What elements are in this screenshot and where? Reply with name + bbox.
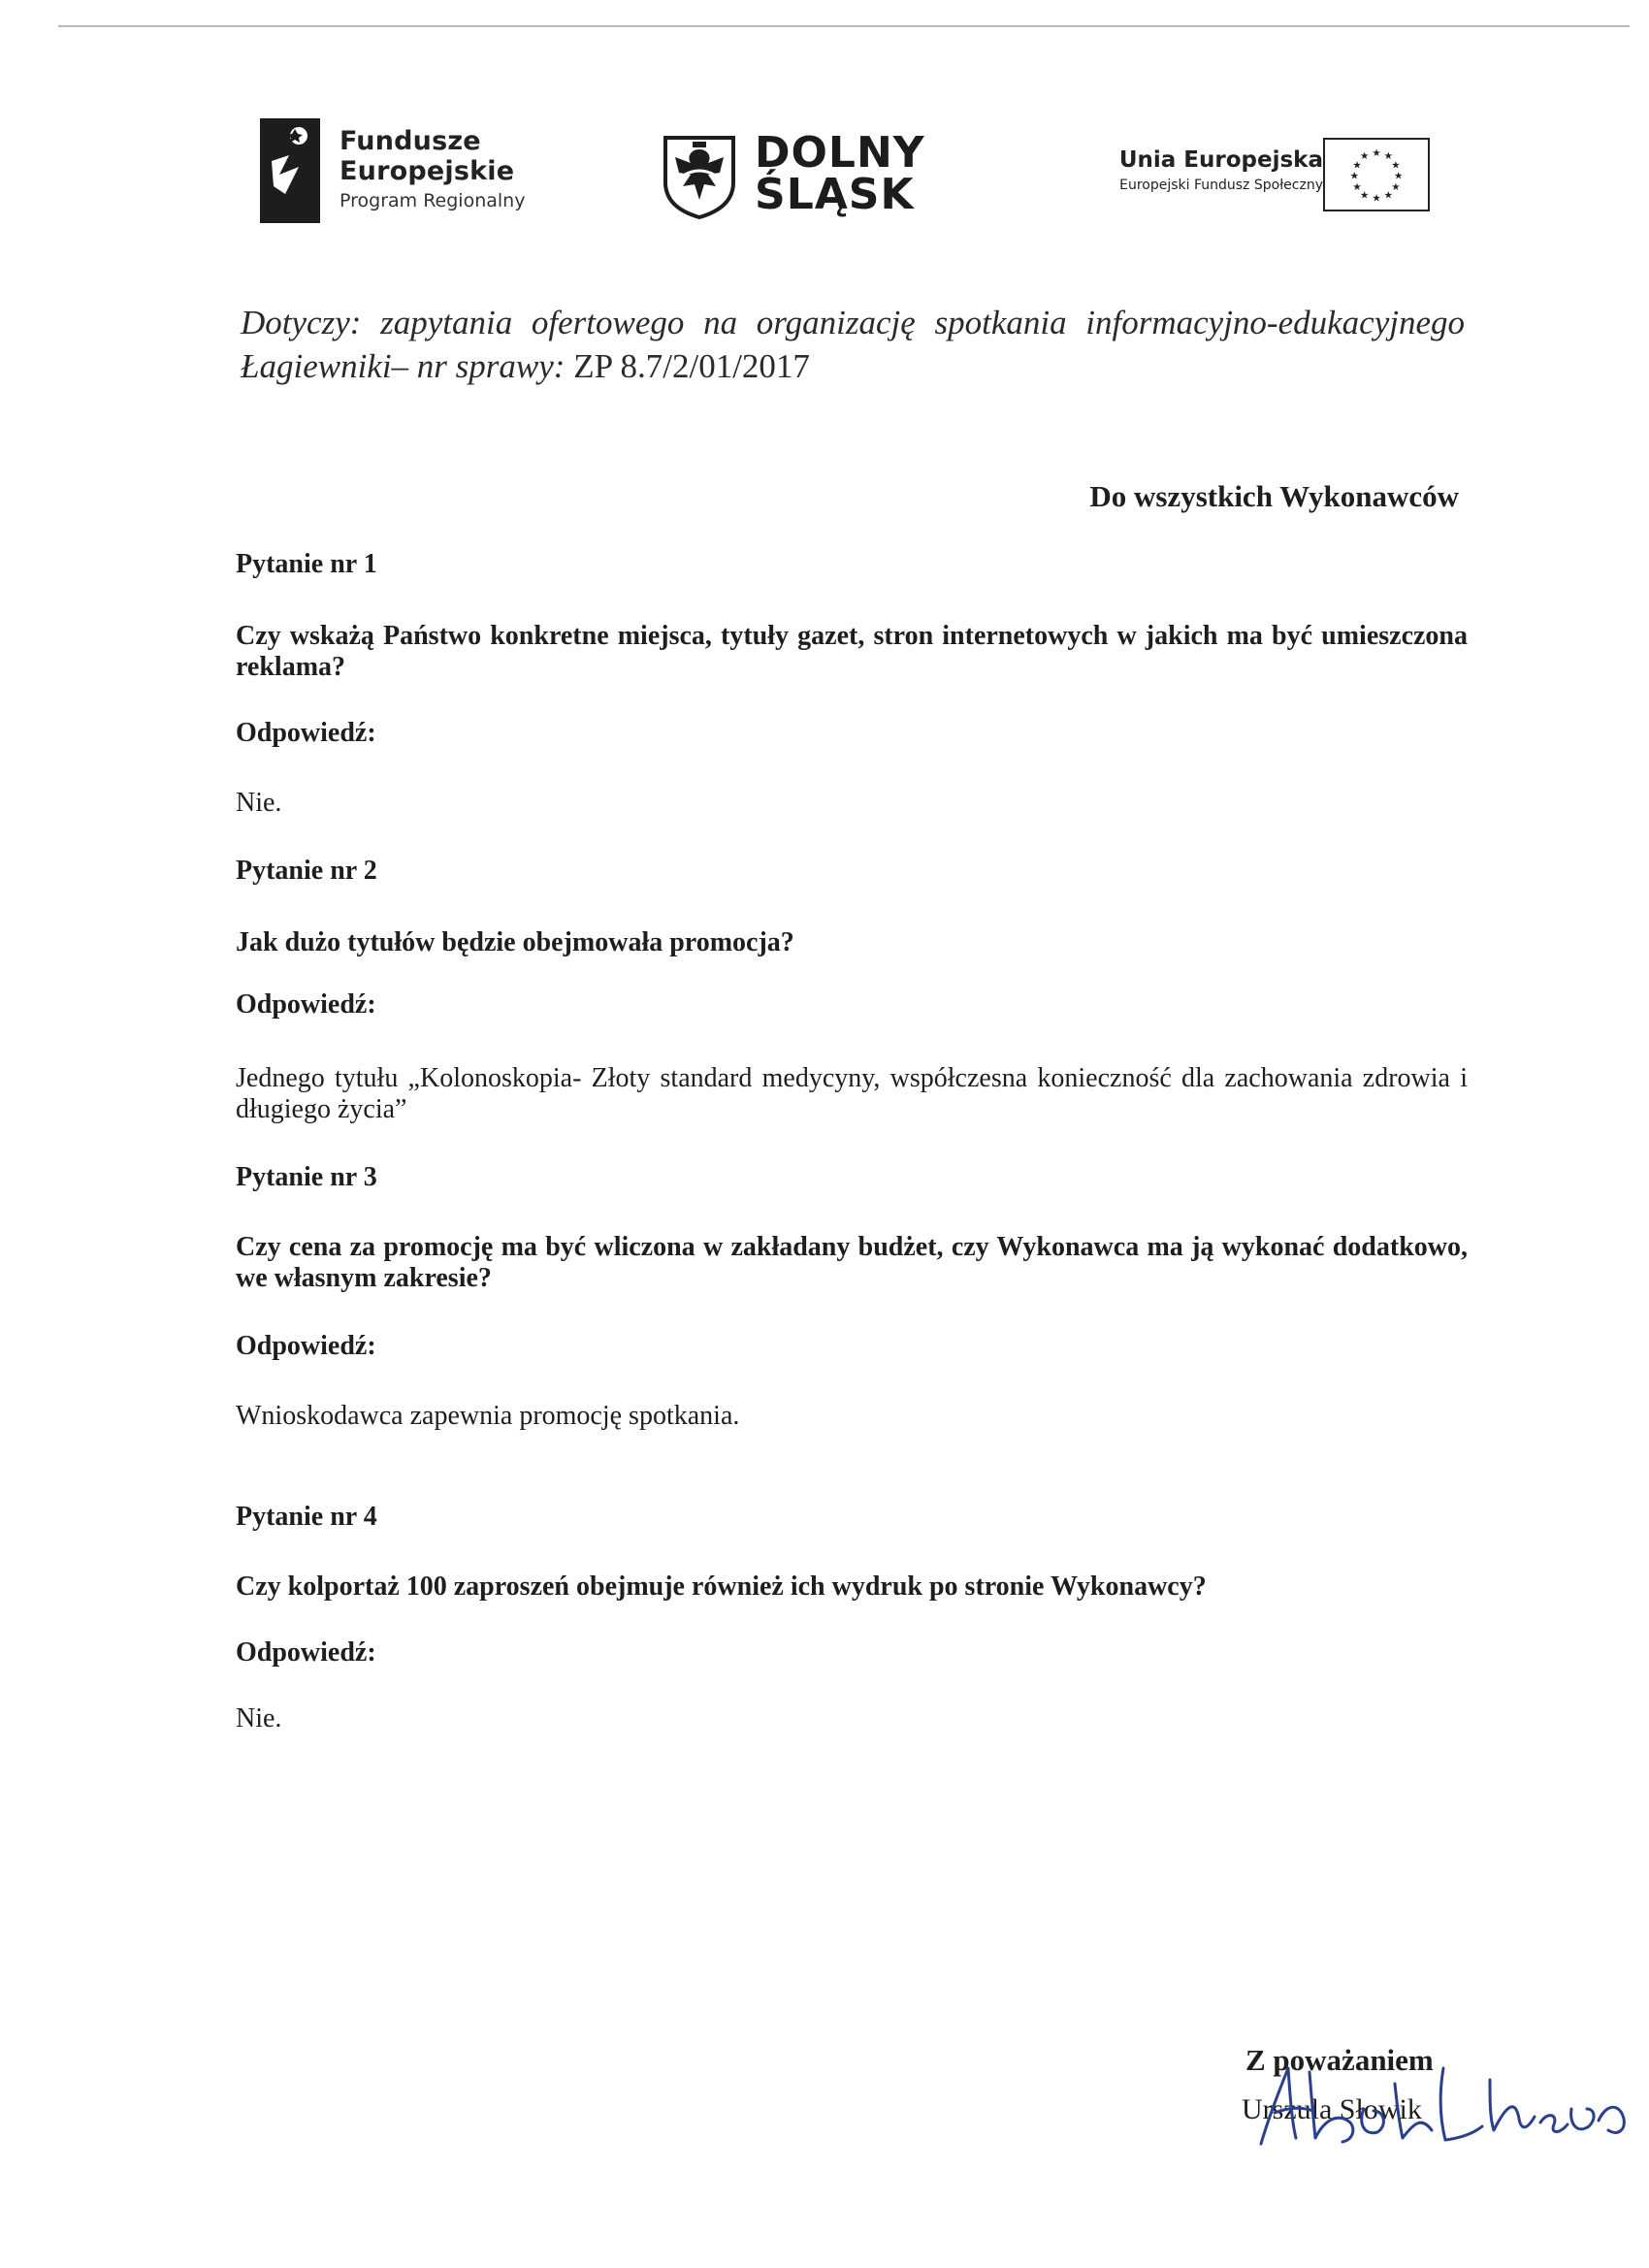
ue-line2: Europejski Fundusz Społeczny <box>1119 178 1323 193</box>
svg-text:★: ★ <box>1372 147 1381 160</box>
answer-3-text: Wnioskodawca zapewnia promocję spotkania. <box>236 1401 740 1431</box>
svg-text:★: ★ <box>1391 159 1401 172</box>
handwritten-signature <box>1232 2029 1639 2165</box>
fundusze-line1: Fundusze <box>340 126 481 156</box>
fundusze-line3: Program Regionalny <box>340 190 526 211</box>
dolny-slask-logo <box>662 128 933 225</box>
fundusze-europejskie-icon <box>260 118 320 223</box>
svg-text:★: ★ <box>1372 192 1381 205</box>
answer-4-label: Odpowiedź: <box>236 1637 376 1668</box>
svg-text:★: ★ <box>1383 189 1393 202</box>
answer-2-label: Odpowiedź: <box>236 989 376 1020</box>
dolny-line1: DOLNY <box>755 128 925 178</box>
closing-line: Z poważaniem <box>1245 2043 1434 2077</box>
question-2-label: Pytanie nr 2 <box>236 856 377 886</box>
question-1-text: Czy wskażą Państwo konkretne miejsca, tytuły gazet, stron internetowych w jakich ma być umieszczona reklama? <box>236 621 1468 682</box>
svg-text:★: ★ <box>1352 159 1362 172</box>
answer-2-text: Jednego tytułu „Kolonoskopia- Złoty standard medycyny, współczesna konieczność dla zachowania zdrowia i długiego życia” <box>236 1063 1468 1124</box>
question-4-label: Pytanie nr 4 <box>236 1502 377 1532</box>
fundusze-europejskie-logo <box>260 114 551 226</box>
ue-line1: Unia Europejska <box>1118 147 1323 173</box>
svg-text:★: ★ <box>1360 189 1370 202</box>
eu-flag-icon <box>1323 138 1430 211</box>
question-1-label: Pytanie nr 1 <box>236 549 377 579</box>
answer-4-text: Nie. <box>236 1703 282 1733</box>
answer-1-text: Nie. <box>236 788 282 818</box>
subject-line <box>241 301 1465 388</box>
dolny-line2: ŚLĄSK <box>755 170 915 219</box>
question-2-text: Jak dużo tytułów będzie obejmowała promocja? <box>236 927 794 957</box>
svg-text:★: ★ <box>1391 181 1401 194</box>
svg-text:★: ★ <box>1394 170 1404 182</box>
question-4-text: Czy kolportaż 100 zaproszeń obejmuje również ich wydruk po stronie Wykonawcy? <box>236 1571 1207 1602</box>
question-3-label: Pytanie nr 3 <box>236 1162 377 1192</box>
svg-text:★: ★ <box>1352 181 1362 194</box>
recipient-line: Do wszystkich Wykonawców <box>1089 479 1459 513</box>
answer-1-label: Odpowiedź: <box>236 718 376 748</box>
question-3-text: Czy cena za promocję ma być wliczona w zakładany budżet, czy Wykonawca ma ją wykonać dodatkowo, we własnym zakresie? <box>236 1232 1468 1293</box>
scan-edge-line <box>58 25 1630 27</box>
svg-text:★: ★ <box>1349 170 1359 182</box>
signer-name: Urszula Słowik <box>1242 2093 1422 2125</box>
svg-text:★: ★ <box>1360 149 1370 162</box>
subject-text: Dotyczy: zapytania ofertowego na organizację spotkania informacyjno-edukacyjnego Łagiewniki– nr sprawy: <box>241 304 1465 385</box>
svg-text:★: ★ <box>1383 149 1393 162</box>
case-reference: ZP 8.7/2/01/2017 <box>573 347 810 385</box>
unia-europejska-logo <box>1051 136 1430 217</box>
eagle-crest-icon <box>662 132 737 219</box>
fundusze-line2: Europejskie <box>340 156 515 186</box>
answer-3-label: Odpowiedź: <box>236 1331 376 1361</box>
